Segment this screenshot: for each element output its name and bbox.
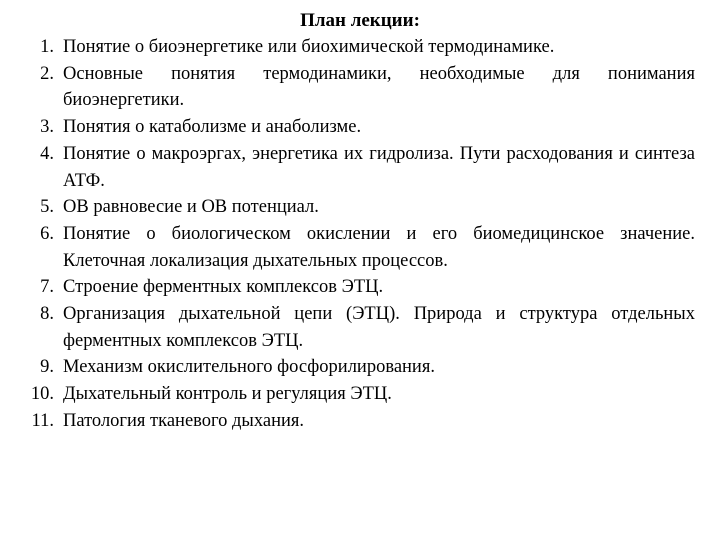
list-item-number: 11.	[31, 410, 54, 431]
list-item-number: 10.	[30, 384, 54, 405]
list-item	[0, 141, 720, 194]
list-item-number: 5.	[40, 197, 54, 218]
list-item	[0, 194, 720, 221]
list-item	[0, 354, 720, 381]
list-item-number: 8.	[40, 304, 54, 325]
list-item	[0, 301, 720, 354]
list-item-number: 2.	[40, 63, 54, 84]
list-item	[0, 221, 720, 274]
list-item-text: Строение ферментных комплексов ЭТЦ.	[63, 277, 384, 298]
page-title: План лекции:	[300, 10, 420, 31]
list-item-number: 9.	[40, 357, 54, 378]
list-item-text: Основные понятия термодинамики, необходимые для понимания биоэнергетики.	[63, 63, 695, 111]
list-item-text: ОВ равновесие и ОВ потенциал.	[63, 197, 319, 218]
list-item-number: 1.	[40, 37, 54, 57]
list-item-number: 3.	[40, 117, 54, 138]
list-item	[0, 381, 720, 408]
list-item-text: Организация дыхательной цепи (ЭТЦ). Природа и структура отдельных ферментных комплексов ЭТЦ.	[63, 304, 695, 351]
list-item-text: Дыхательный контроль и регуляция ЭТЦ.	[63, 384, 392, 405]
list-item-text: Понятие о биологическом окислении и его биомедицинское значение. Клеточная локализация дыхательных процессов.	[63, 223, 695, 271]
list-item-number: 7.	[40, 277, 54, 298]
list-item	[0, 61, 720, 114]
list-item-number: 4.	[40, 143, 54, 164]
list-item-text: Понятие о макроэргах, энергетика их гидролиза. Пути расходования и синтеза АТФ.	[63, 143, 695, 191]
list-item	[0, 114, 720, 141]
list-item-text: Понятие о биоэнергетике или биохимической термодинамике.	[63, 37, 555, 57]
list-item	[0, 408, 720, 435]
list-item-text: Патология тканевого дыхания.	[63, 410, 305, 431]
lecture-plan-list	[0, 34, 720, 435]
list-item-number: 6.	[40, 223, 54, 244]
list-item-text: Понятия о катаболизме и анаболизме.	[63, 117, 362, 138]
list-item	[0, 34, 720, 61]
list-item	[0, 274, 720, 301]
list-item-text: Механизм окислительного фосфорилирования.	[63, 357, 435, 378]
